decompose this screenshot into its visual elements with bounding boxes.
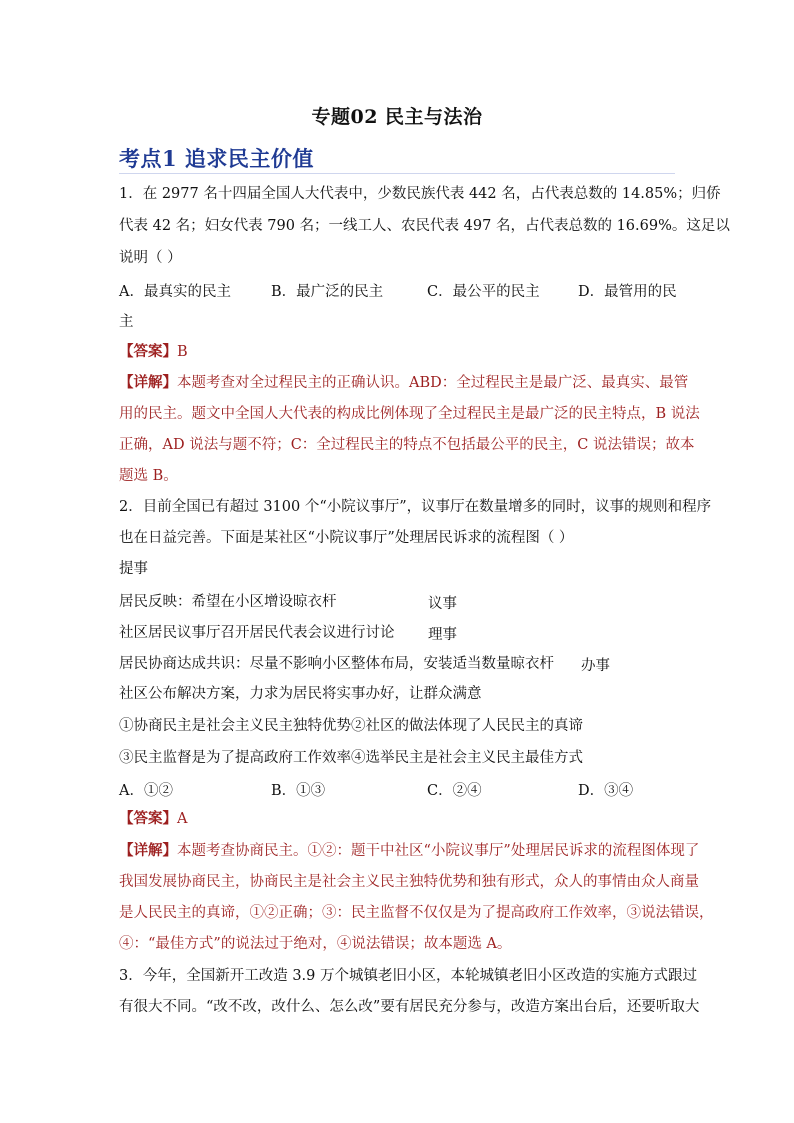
flow-step-3: 社区居民议事厅召开居民代表会议进行讨论: [119, 625, 395, 641]
q2-statement-1: ①协商民主是社会主义民主独特优势②社区的做法体现了人民民主的真谛: [119, 718, 583, 734]
answer-tag: 【答案】: [119, 810, 177, 827]
q1-stem-line-1: 1．在 2977 名十四届全国人大代表中，少数民族代表 442 名，占代表总数的 14.85%；归侨: [119, 186, 721, 202]
q1-detail-line-1: [119, 373, 688, 393]
flow-step-5: 社区公布解决方案，力求为居民将实事办好，让群众满意: [119, 686, 482, 702]
q2-detail-line-1: [119, 841, 699, 861]
q1-option-b: B．最广泛的民主: [271, 284, 384, 300]
q2-statement-2: ③民主监督是为了提高政府工作效率④选举民主是社会主义民主最佳方式: [119, 750, 583, 766]
answer-tag: 【答案】: [119, 343, 177, 360]
q2-detail-line-2: 我国发展协商民主，协商民主是社会主义民主独特优势和独有形式，众人的事情由众人商量: [119, 874, 699, 890]
flow-label-3: 理事: [428, 627, 457, 643]
flow-step-1: 提事: [119, 561, 148, 577]
q2-option-d: D．③④: [578, 783, 634, 799]
answer-value: B: [177, 344, 188, 360]
flow-step-4: 居民协商达成共识：尽量不影响小区整体布局，安装适当数量晾衣杆: [119, 656, 554, 672]
q1-answer: [119, 342, 188, 362]
q2-stem-line-2: 也在日益完善。下面是某社区“小院议事厅”处理居民诉求的流程图（ ）: [119, 530, 574, 546]
q3-stem-line-2: 有很大不同。“改不改，改什么、怎么改”要有居民充分参与，改造方案出台后，还要听取大: [119, 999, 700, 1015]
flow-step-2: 居民反映：希望在小区增设晾衣杆: [119, 594, 337, 610]
q1-detail-line-2: 用的民主。题文中全国人大代表的构成比例体现了全过程民主是最广泛的民主特点，B 说法: [119, 406, 700, 422]
q2-option-a: A．①②: [119, 783, 173, 799]
q1-stem-line-2: 代表 42 名；妇女代表 790 名；一线工人、农民代表 497 名，占代表总数的 16.69%。这足以: [119, 218, 730, 234]
flow-label-2: 议事: [428, 596, 457, 612]
section-divider: [119, 173, 675, 174]
q2-option-c: C．②④: [427, 783, 482, 799]
q3-stem-line-1: 3．今年，全国新开工改造 3.9 万个城镇老旧小区，本轮城镇老旧小区改造的实施方式跟过: [119, 968, 697, 984]
q2-detail-line-4: ④：“最佳方式”的说法过于绝对，④说法错误；故本题选 A。: [119, 936, 512, 952]
q2-option-b: B．①③: [271, 783, 326, 799]
q1-detail-line-3: 正确，AD 说法与题不符；C：全过程民主的特点不包括最公平的民主，C 说法错误；故本: [119, 437, 695, 453]
answer-value: A: [177, 811, 188, 827]
q1-option-a: A．最真实的民主: [119, 284, 231, 300]
q2-detail-line-3: 是人民民主的真谛，①②正确；③：民主监督不仅仅是为了提高政府工作效率，③说法错误，: [119, 905, 714, 921]
detail-text: 本题考查对全过程民主的正确认识。ABD：全过程民主是最广泛、最真实、最管: [177, 375, 689, 391]
q1-option-c: C．最公平的民主: [427, 284, 540, 300]
detail-tag: 【详解】: [119, 374, 177, 391]
q2-answer: [119, 809, 187, 829]
q1-detail-line-4: 题选 B。: [119, 468, 178, 484]
document-title: 专题02 民主与法治: [311, 106, 483, 128]
detail-text: 本题考查协商民主。①②：题干中社区“小院议事厅”处理居民诉求的流程图体现了: [177, 843, 700, 859]
q1-stem-line-3: 说明（ ）: [119, 250, 182, 266]
q2-stem-line-1: 2．目前全国已有超过 3100 个“小院议事厅”，议事厅在数量增多的同时，议事的规则和程序: [119, 499, 712, 515]
detail-tag: 【详解】: [119, 842, 177, 859]
q1-option-d-wrap: 主: [119, 314, 134, 330]
q1-option-d: D．最管用的民: [578, 284, 677, 300]
flow-label-4: 办事: [581, 658, 610, 674]
section-heading: 考点1 追求民主价值: [119, 146, 314, 171]
